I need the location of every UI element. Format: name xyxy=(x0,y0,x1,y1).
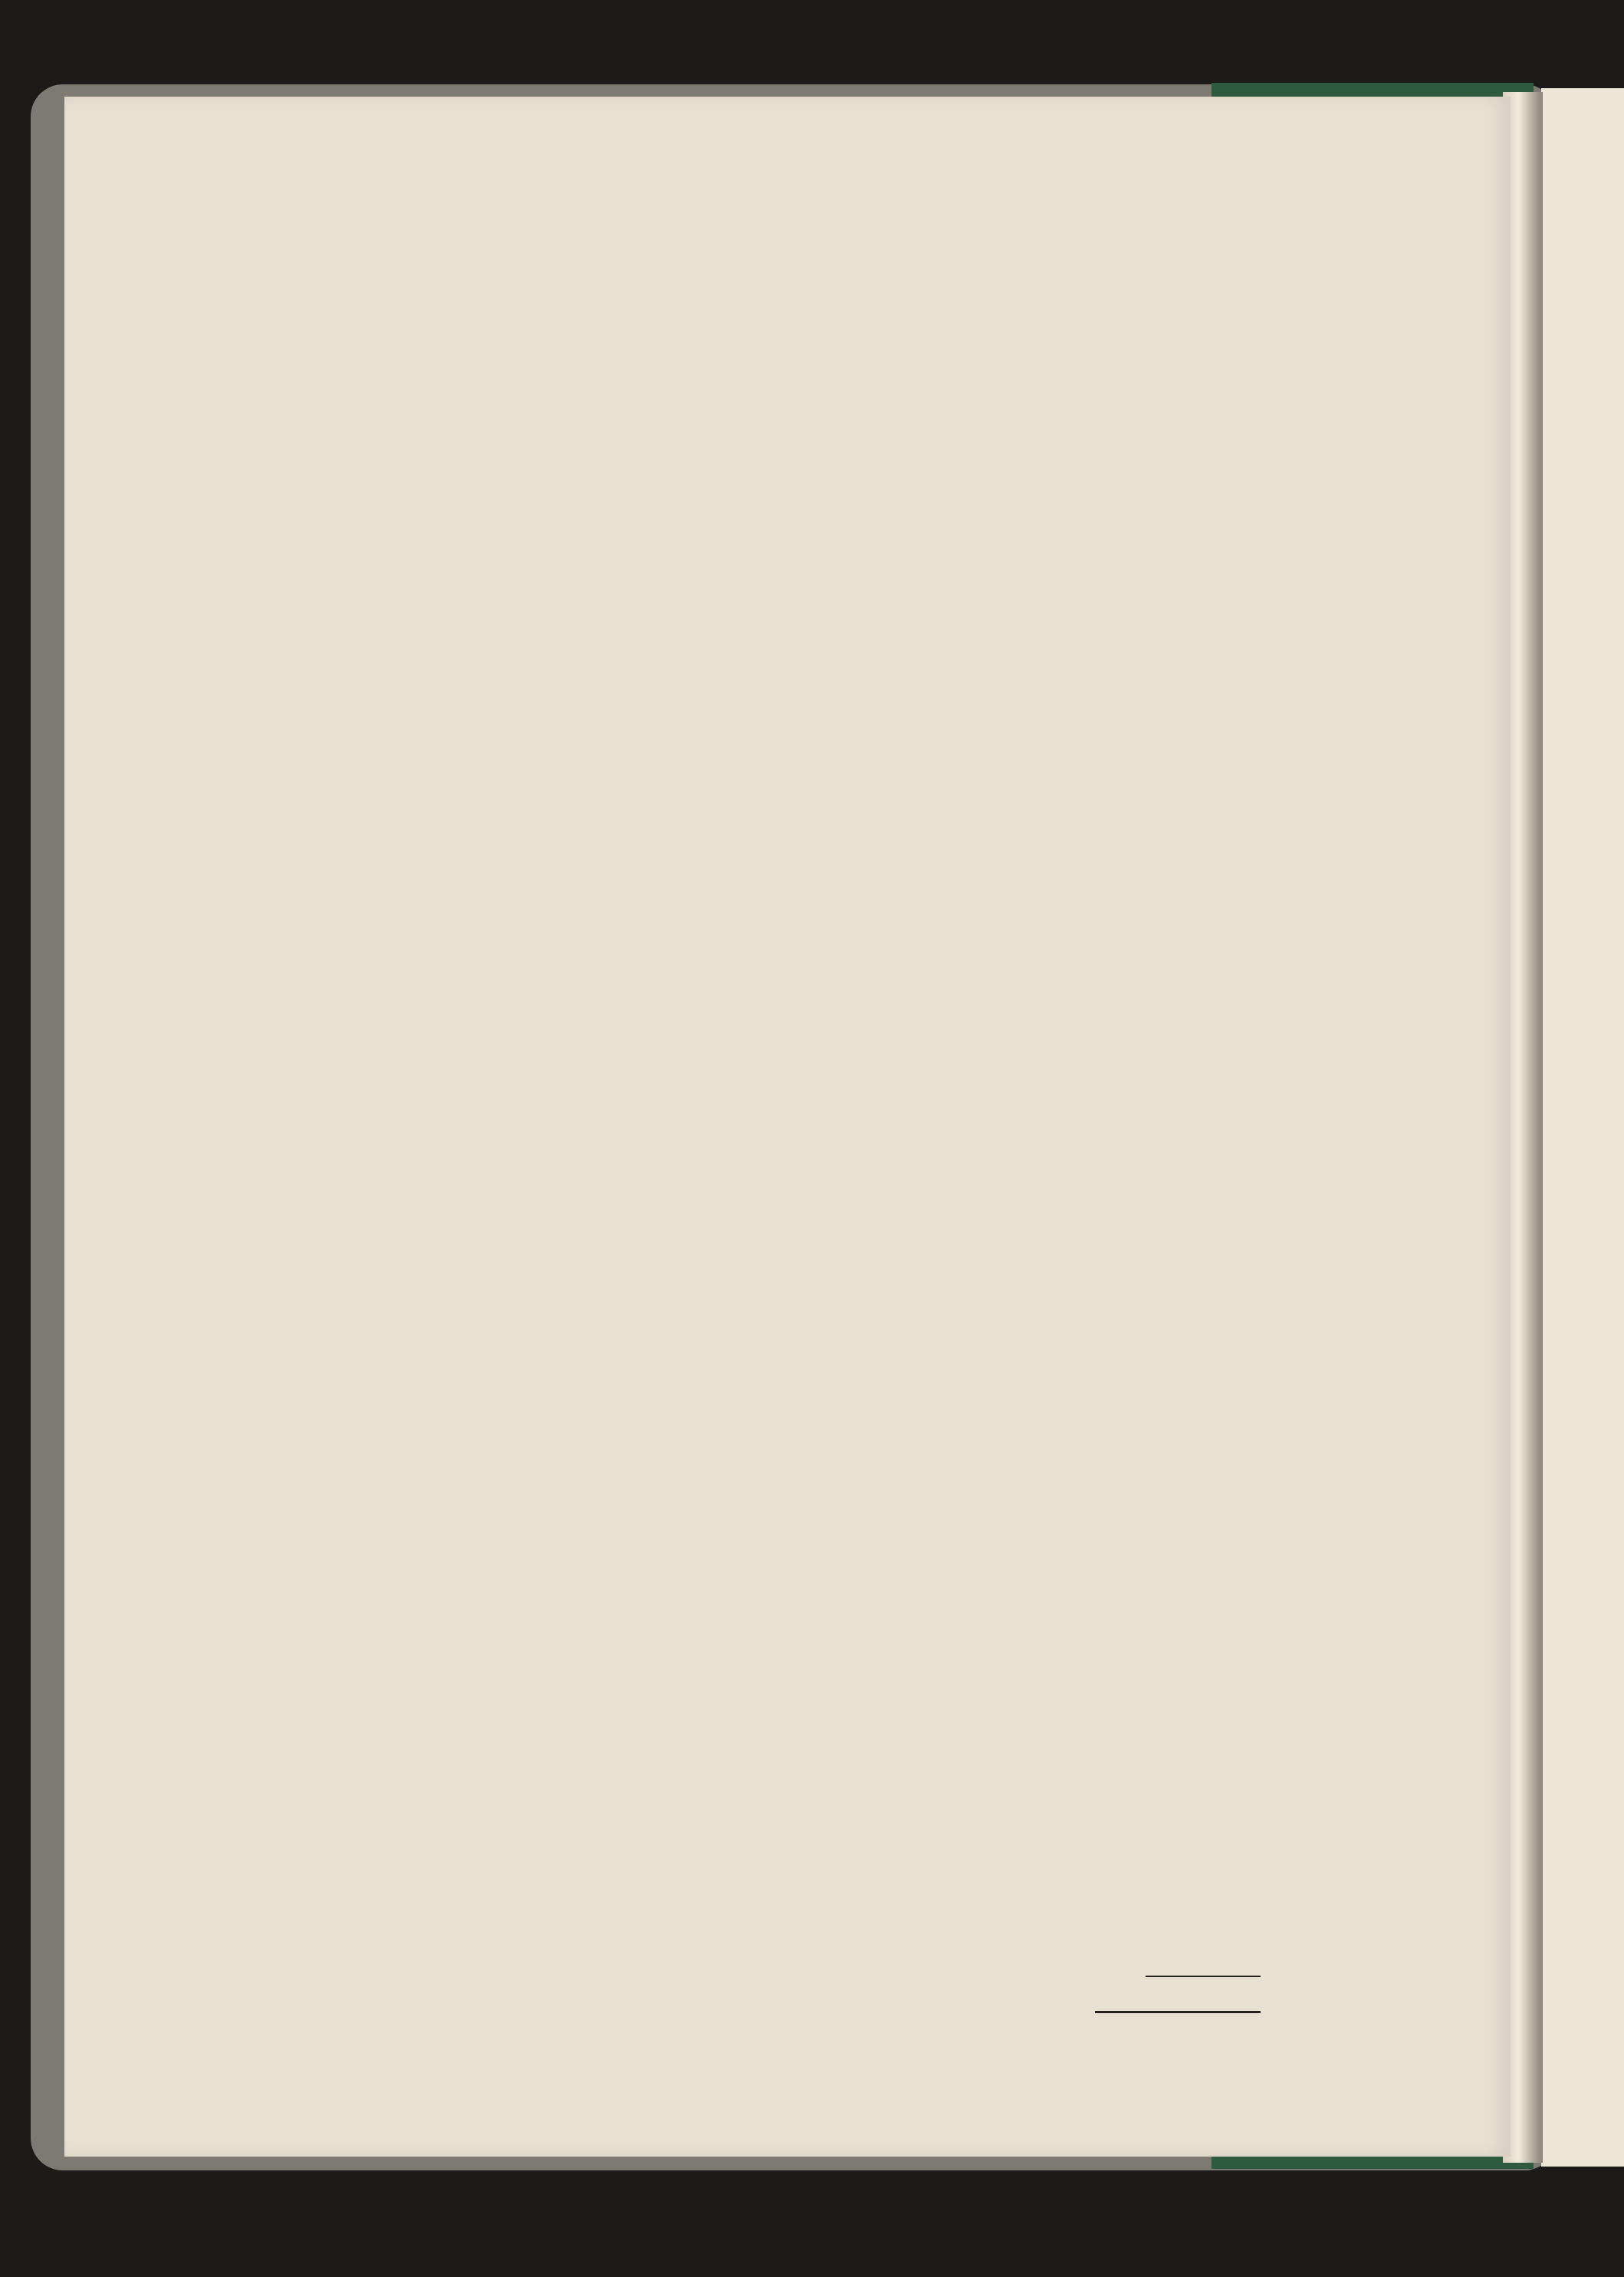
subtotal-rule xyxy=(1146,1976,1261,1977)
ledger-row xyxy=(330,396,1280,439)
total-rule xyxy=(1095,2011,1261,2013)
facing-page xyxy=(1541,88,1624,2167)
